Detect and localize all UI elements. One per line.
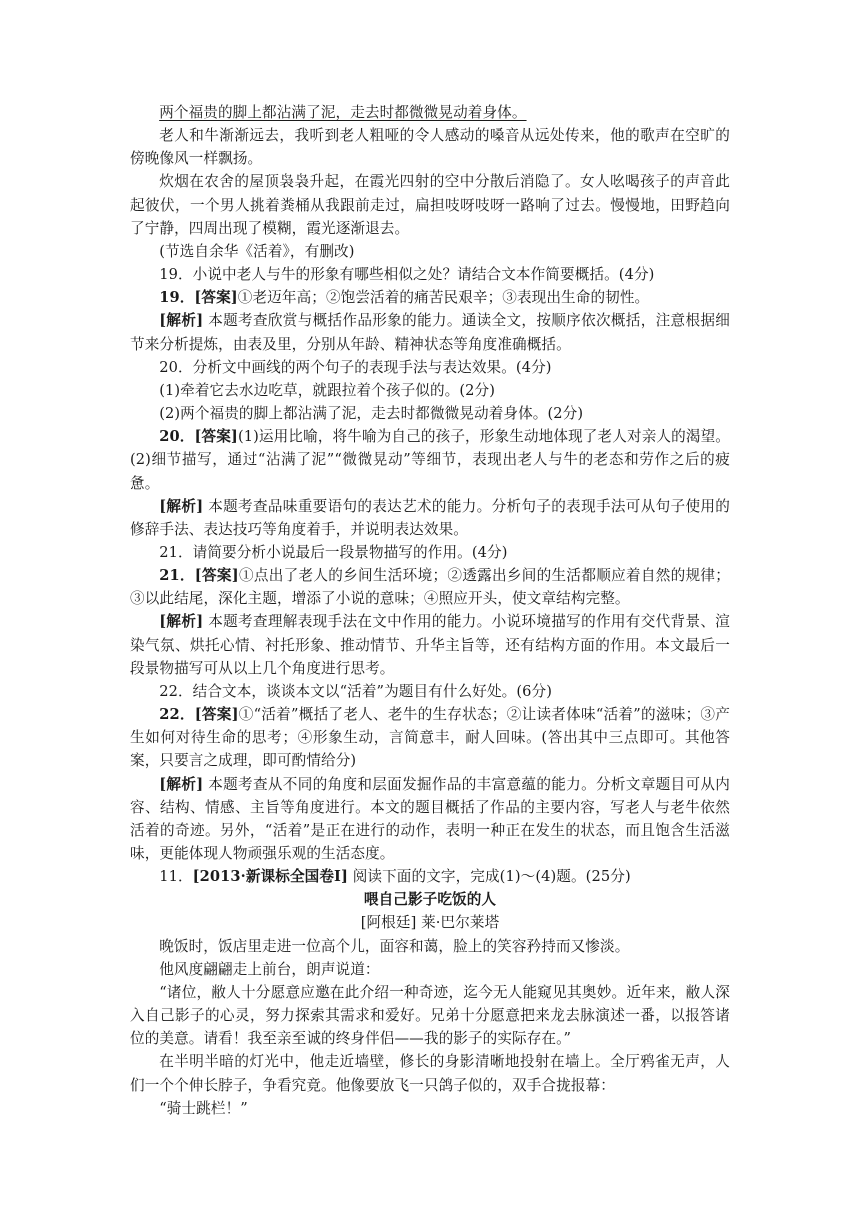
excerpt-paragraph-underlined bbox=[130, 101, 730, 124]
story-title: 喂自己影子吃饭的人 bbox=[363, 891, 497, 909]
analysis-label: [解析] bbox=[159, 497, 204, 515]
analysis-text: 本题考查欣赏与概括作品形象的能力。通读全文，按顺序依次概括，注意根据细节来分析提炼，由表及里，分别从年龄、精神状态等角度准确概括。 bbox=[130, 312, 730, 353]
question-number: 11． bbox=[159, 868, 193, 886]
story-paragraph: “骑士跳栏！” bbox=[159, 1099, 248, 1117]
analysis-text: 本题考查品味重要语句的表达艺术的能力。分析句子的表现手法可从句子使用的修辞手法、表达技巧等角度着手，并说明表达效果。 bbox=[130, 497, 730, 538]
text-column bbox=[130, 101, 730, 1120]
analysis-19 bbox=[130, 309, 730, 355]
story-paragraph: 在半明半暗的灯光中，他走近墙壁，修长的身影清晰地投射在墙上。全厅鸦雀无声，人们一个个伸长脖子，争看究竟。他像要放飞一只鸽子似的，双手合拢报幕： bbox=[130, 1053, 730, 1094]
analysis-label: [解析] bbox=[159, 775, 204, 793]
story-paragraph: “诸位，敝人十分愿意应邀在此介绍一种奇迹，迄今无人能窥见其奥妙。近年来，敝人深入自己影子的心灵，努力探索其需求和爱好。兄弟十分愿意把来龙去脉演述一番，以报答诸位的美意。请看！我至亲至诚的终身伴侣——我的影子的实际存在。” bbox=[130, 983, 730, 1048]
exam-source-label: [2013·新课标全国卷Ⅰ] bbox=[192, 868, 348, 886]
question-20: 20．分析文中画线的两个句子的表现手法与表达效果。(4分) bbox=[159, 358, 552, 376]
question-21: 21．请简要分析小说最后一段景物描写的作用。(4分) bbox=[159, 543, 508, 561]
answer-text: ①“活着”概括了老人、老牛的生存状态；②让读者体味“活着”的滋味；③产生如何对待生命的思考；④形象生动，言简意丰，耐人回味。(答出其中三点即可。其他答案，只要言之成理，即可酌情给分) bbox=[130, 706, 730, 770]
question-20-part-1: (1)牵着它去水边吃草，就跟拉着个孩子似的。(2分) bbox=[159, 381, 496, 399]
answer-label: 22．[答案] bbox=[159, 706, 239, 724]
analysis-20 bbox=[130, 495, 730, 541]
answer-19 bbox=[130, 286, 730, 309]
excerpt-paragraph: 炊烟在农舍的屋顶袅袅升起，在霞光四射的空中分散后消隐了。女人吆喝孩子的声音此起彼伏，一个男人挑着粪桶从我跟前走过，扁担吱呀吱呀一路响了过去。慢慢地，田野趋向了宁静，四周出现了模糊，霞光逐渐退去。 bbox=[130, 173, 730, 237]
answer-text: ①老迈年高；②饱尝活着的痛苦民艰辛；③表现出生命的韧性。 bbox=[237, 289, 650, 307]
story-paragraph: 晚饭时，饭店里走进一位高个儿，面容和蔼，脸上的笑容矜持而又惨淡。 bbox=[159, 937, 630, 955]
story-paragraph: 他风度翩翩走上前台，朗声说道： bbox=[159, 960, 380, 978]
answer-text: ①点出了老人的乡间生活环境；②透露出乡间的生活都顺应着自然的规律；③以此结尾，深化主题，增添了小说的意味；④照应开头，使文章结构完整。 bbox=[130, 567, 730, 608]
question-22: 22．结合文本，谈谈本文以“活着”为题目有什么好处。(6分) bbox=[159, 682, 553, 700]
answer-label: 20．[答案] bbox=[159, 428, 238, 446]
question-19: 19．小说中老人与牛的形象有哪些相似之处？请结合文本作简要概括。(4分) bbox=[159, 266, 655, 284]
answer-label: 19．[答案] bbox=[159, 289, 238, 307]
analysis-22 bbox=[130, 773, 730, 866]
source-note: (节选自余华《活着》，有删改) bbox=[159, 242, 355, 260]
underlined-sentence: 两个福贵的脚上都沾满了泥，走去时都微微晃动着身体。 bbox=[159, 104, 527, 121]
analysis-text: 本题考查从不同的角度和层面发掘作品的丰富意蕴的能力。分析文章题目可从内容、结构、情感、主旨等角度进行。本文的题目概括了作品的主要内容，写老人与老牛依然活着的奇迹。另外，“活着”是正在进行的动作，表明一种正在发生的状态，而且饱含生活滋味，更能体现人物顽强乐观的生活态度。 bbox=[130, 775, 730, 862]
analysis-text: 本题考查理解表现手法在文中作用的能力。小说环境描写的作用有交代背景、渲染气氛、烘托心情、衬托形象、推动情节、升华主旨等，还有结构方面的作用。本文最后一段景物描写可从以上几个角度进行思考。 bbox=[130, 613, 730, 677]
analysis-label: [解析] bbox=[159, 312, 204, 330]
answer-text: (1)运用比喻，将牛喻为自己的孩子，形象生动地体现了老人对亲人的渴望。(2)细节描写，通过“沾满了泥”“微微晃动”等细节，表现出老人与牛的老态和劳作之后的疲惫。 bbox=[130, 428, 730, 492]
analysis-label: [解析] bbox=[159, 613, 204, 631]
question-20-part-2: (2)两个福贵的脚上都沾满了泥，走去时都微微晃动着身体。(2分) bbox=[159, 405, 584, 423]
analysis-21 bbox=[130, 610, 730, 679]
answer-21 bbox=[130, 564, 730, 610]
question-instruction: 阅读下面的文字，完成(1)～(4)题。(25分) bbox=[352, 868, 631, 886]
answer-22 bbox=[130, 703, 730, 772]
answer-label: 21．[答案] bbox=[159, 567, 239, 585]
question-11-intro bbox=[130, 865, 730, 888]
story-author: [阿根廷] 莱·巴尔莱塔 bbox=[360, 914, 500, 932]
answer-20 bbox=[130, 425, 730, 494]
excerpt-paragraph: 老人和牛渐渐远去，我听到老人粗哑的令人感动的嗓音从远处传来，他的歌声在空旷的傍晚像风一样飘扬。 bbox=[130, 127, 730, 168]
